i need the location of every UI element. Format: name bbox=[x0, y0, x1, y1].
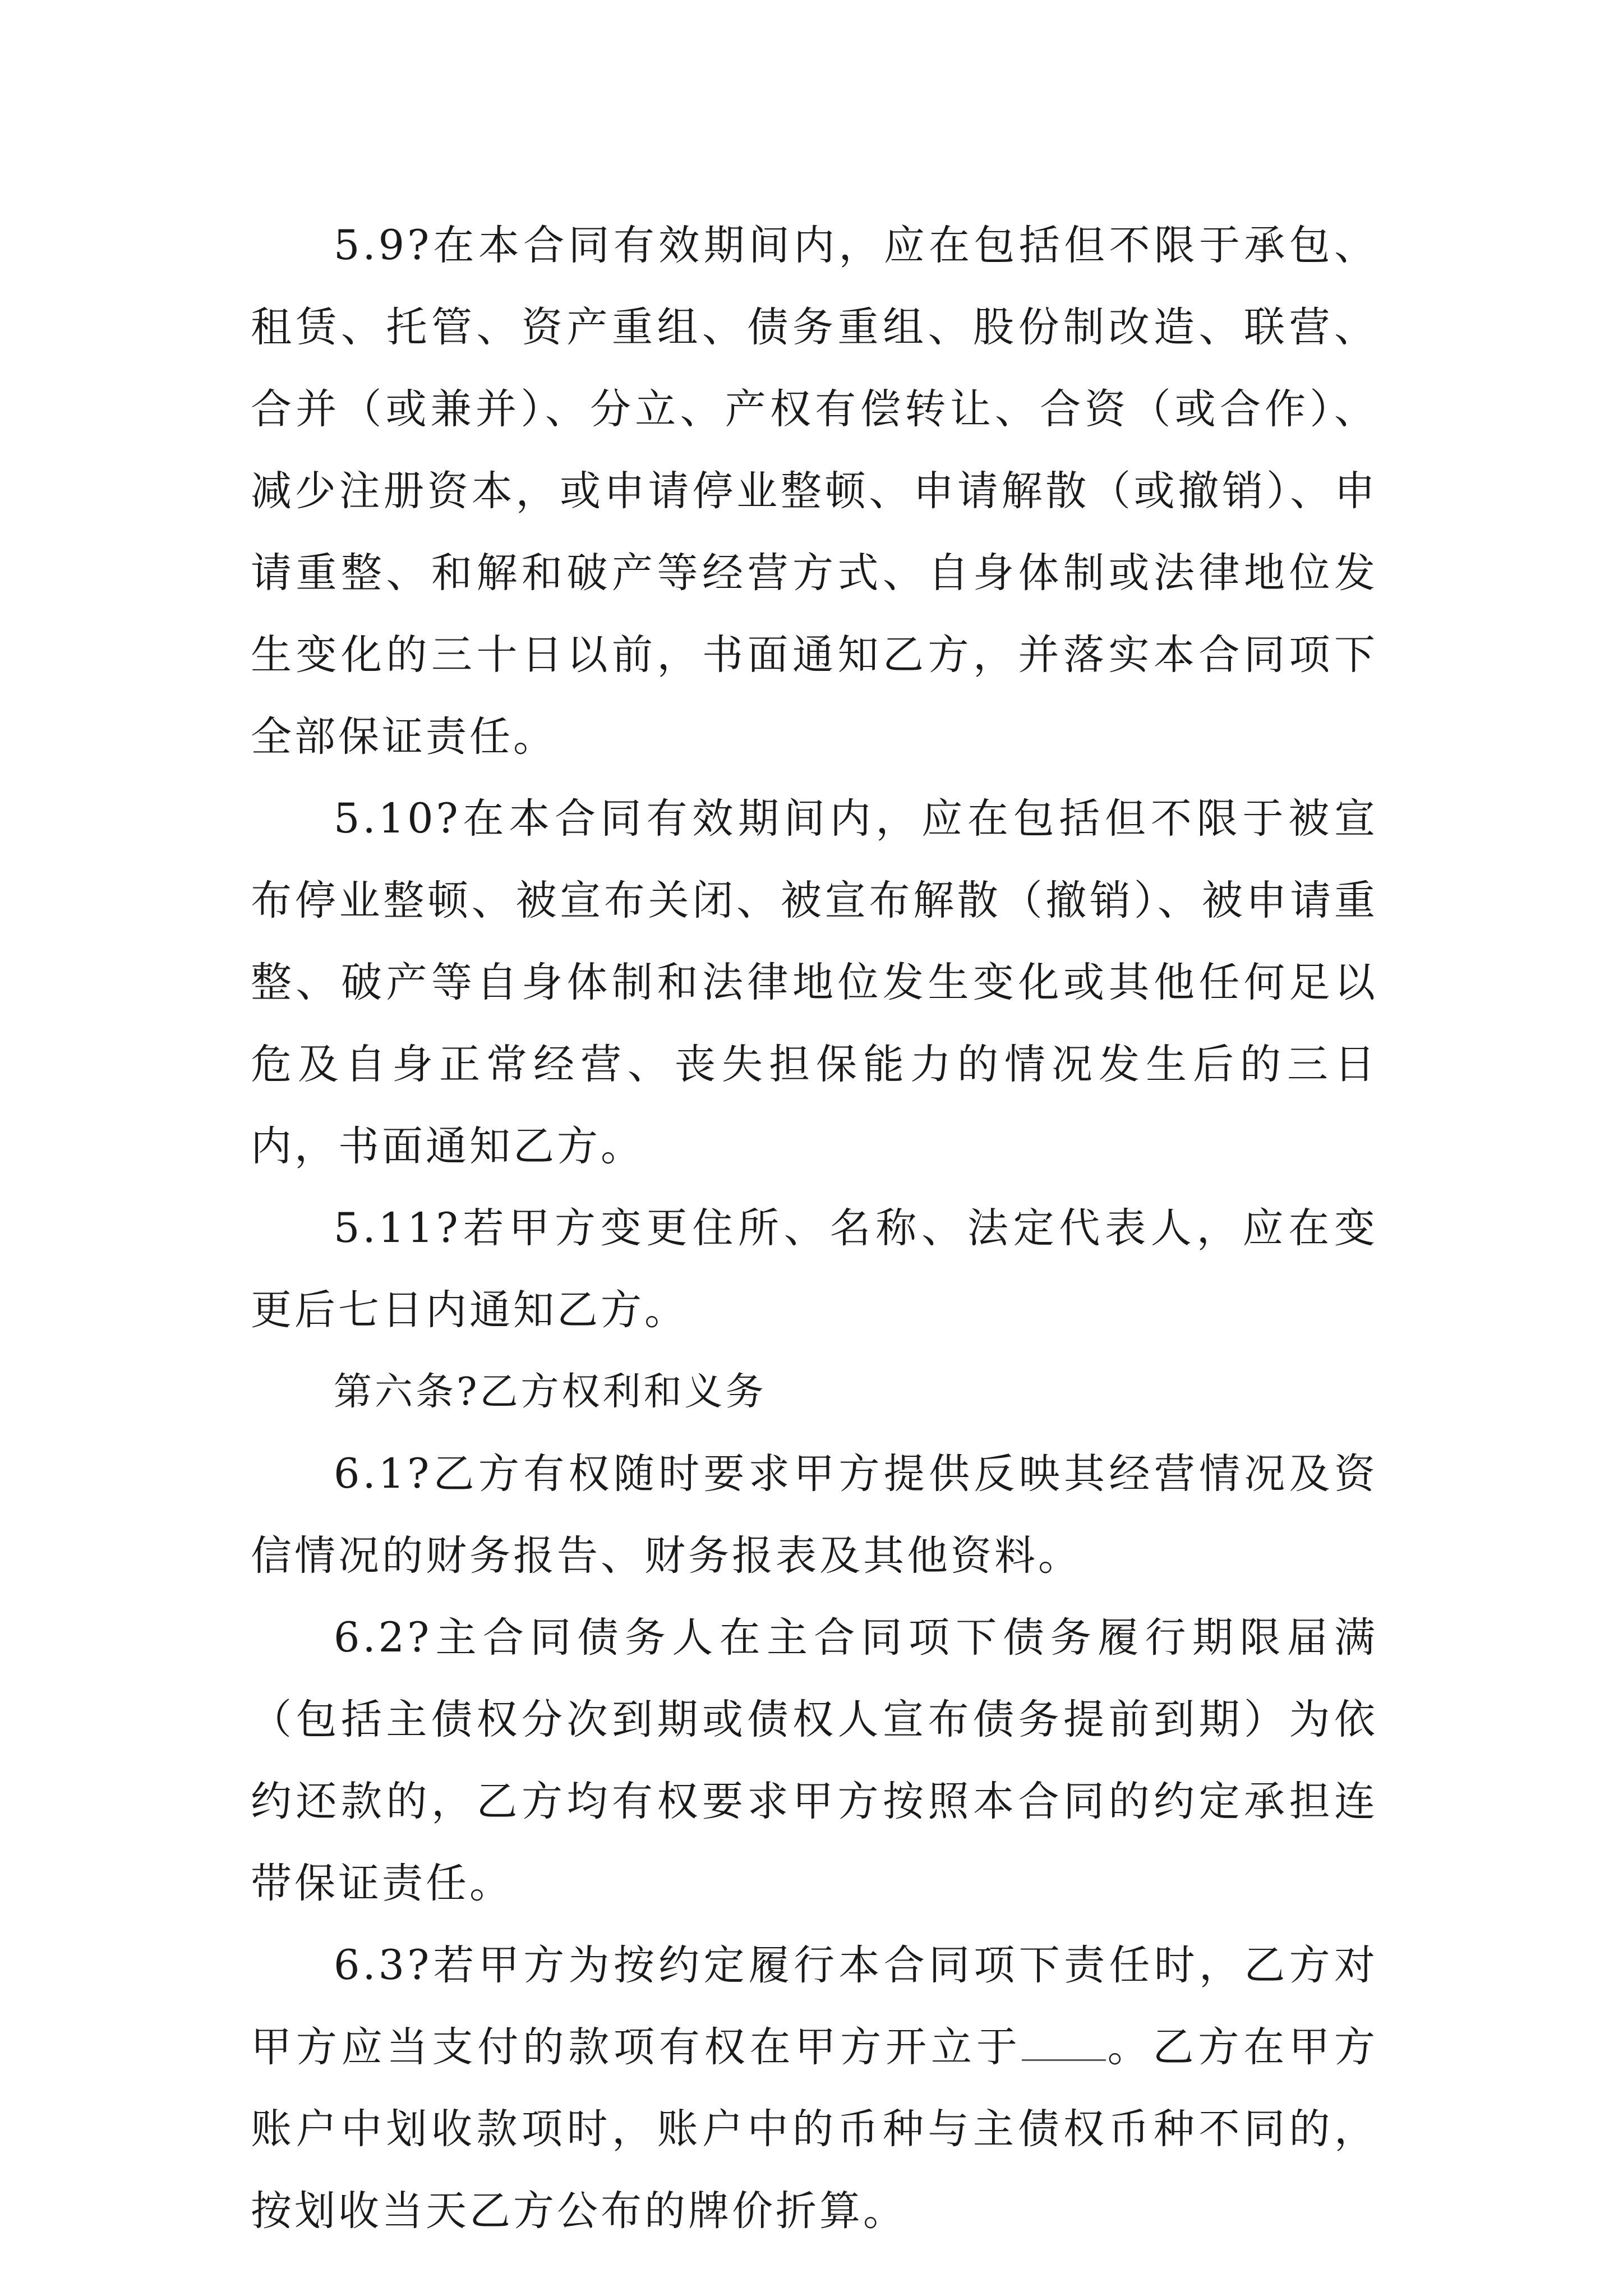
clause-6-2: 6.2?主合同债务人在主合同项下债务履行期限届满（包括主债权分次到期或债权人宣布债务提前到期）为依约还款的，乙方均有权要求甲方按照本合同的约定承担连带保证责任。 bbox=[251, 1614, 1378, 1907]
document-body bbox=[251, 205, 1378, 2252]
clause-6-1: 6.1?乙方有权随时要求甲方提供反映其经营情况及资信情况的财务报告、财务报表及其他资料。 bbox=[251, 1450, 1378, 1580]
clause-6-3-text-after: 。乙方在甲方账户中划收款项时，账户中的币种与主债权币种不同的，按划收当天乙方公布的牌价折算。 bbox=[251, 2023, 1378, 2235]
clause-5-9: 5.9?在本合同有效期间内，应在包括但不限于承包、租赁、托管、资产重组、债务重组、股份制改造、联营、合并（或兼并）、分立、产权有偿转让、合资（或合作）、减少注册资本，或申请停业整顿、申请解散（或撤销）、申请重整、和解和破产等经营方式、自身体制或法律地位发生变化的三十日以前，书面通知乙方，并落实本合同项下全部保证责任。 bbox=[251, 222, 1378, 761]
clause-6-3-text-before: 6.3?若甲方为按约定履行本合同项下责任时，乙方对甲方应当支付的款项有权在甲方开立于 bbox=[251, 1941, 1378, 2071]
clause-5-10: 5.10?在本合同有效期间内，应在包括但不限于被宣布停业整顿、被宣布关闭、被宣布解散（撤销）、被申请重整、破产等自身体制和法律地位发生变化或其他任何足以危及自身正常经营、丧失担保能力的情况发生后的三日内，书面通知乙方。 bbox=[251, 795, 1378, 1170]
clause-6-3 bbox=[251, 1925, 1378, 2252]
clause-5-11: 5.11?若甲方变更住所、名称、法定代表人，应在变更后七日内通知乙方。 bbox=[251, 1204, 1378, 1334]
fill-in-blank bbox=[1022, 2026, 1106, 2061]
article-6-heading: 第六条?乙方权利和义务 bbox=[334, 1370, 767, 1414]
